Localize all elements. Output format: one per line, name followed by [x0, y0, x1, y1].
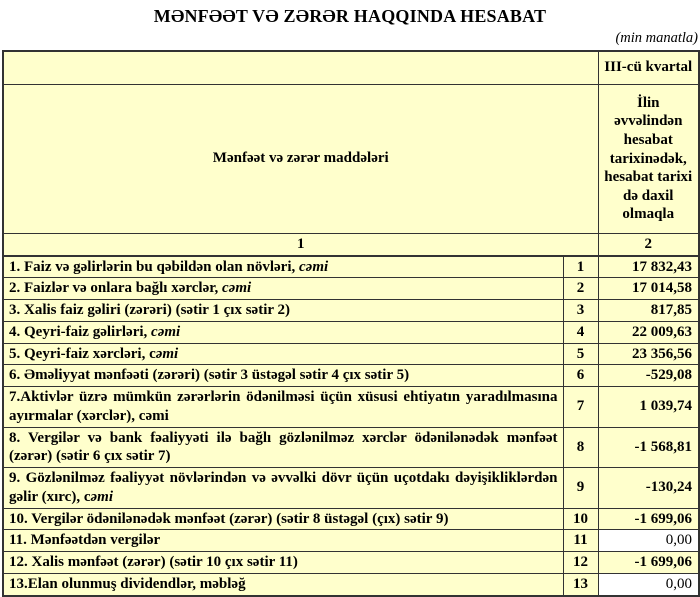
row-value: -130,24: [598, 468, 699, 509]
row-description-text: 8. Vergilər və bank fəaliyyəti ilə bağlı gözlənilməz xərclər ödənilənədək mənfəət (zərər) (sətir 6 çıx sətir 7): [9, 429, 558, 465]
row-number: 4: [563, 321, 598, 343]
header-row-main: [3, 84, 699, 233]
profit-loss-table: [2, 50, 700, 597]
row-description-text: 2. Faizlər və onlara bağlı xərclər,: [9, 280, 223, 297]
row-value: 0,00: [598, 573, 699, 595]
column-index-2: 2: [598, 233, 699, 255]
row-description: [3, 387, 563, 428]
row-value: 17 014,58: [598, 278, 699, 300]
row-description-text: 5. Qeyri-faiz xərcləri, c: [9, 345, 156, 362]
table-row: [3, 300, 699, 322]
row-value: -1 699,06: [598, 508, 699, 530]
table-row: [3, 387, 699, 428]
row-number: 1: [563, 256, 598, 278]
items-header-cell: Mənfəət və zərər maddələri: [3, 84, 598, 233]
row-description: [3, 573, 563, 595]
row-description-text: 4. Qeyri-faiz gəlirləri,: [9, 323, 152, 340]
row-description: [3, 321, 563, 343]
row-number: 12: [563, 552, 598, 574]
row-description-italic: cəmi: [222, 280, 252, 297]
row-description-italic: cəmi: [151, 323, 181, 340]
row-number: 3: [563, 300, 598, 322]
table-row: [3, 508, 699, 530]
row-number: 13: [563, 573, 598, 595]
row-number: 2: [563, 278, 598, 300]
table-row: [3, 468, 699, 509]
row-description-italic: əmi: [155, 345, 179, 362]
row-description-text: 13.Elan olunmuş dividendlər, məbləğ: [9, 575, 246, 592]
row-value: 22 009,63: [598, 321, 699, 343]
row-number: 6: [563, 365, 598, 387]
header-row-index: [3, 233, 699, 255]
table-row: [3, 321, 699, 343]
row-number: 10: [563, 508, 598, 530]
table-body: [3, 256, 699, 596]
row-description-text: 7.Aktivlər üzrə mümkün zərərlərin ödənilməsi üçün xüsusi ehtiyatın yaradılmasına ayırmalar (xərclər), cəmi: [9, 389, 558, 424]
row-description: [3, 278, 563, 300]
row-description: [3, 468, 563, 509]
row-description-text: 11. Mənfəətdən vergilər: [9, 532, 161, 549]
row-description-text: 3. Xalis faiz gəliri (zərəri) (sətir 1 çıx sətir 2): [9, 302, 290, 319]
row-description: [3, 256, 563, 278]
page-title: MƏNFƏƏT VƏ ZƏRƏR HAQQINDA HESABAT: [153, 6, 547, 26]
table-row: [3, 552, 699, 574]
table-row: [3, 573, 699, 595]
row-number: 9: [563, 468, 598, 509]
row-value: 817,85: [598, 300, 699, 322]
row-description-text: 9. Gözlənilməz fəaliyyət növlərindən və əvvəlki dövr üçün uçotdakı dəyişikliklərdən gəlir (xırc), c: [9, 470, 558, 505]
table-row: [3, 343, 699, 365]
quarter-header-cell: III-cü kvartal: [598, 51, 699, 85]
row-value: 23 356,56: [598, 343, 699, 365]
row-number: 5: [563, 343, 598, 365]
row-description: [3, 343, 563, 365]
row-number: 8: [563, 427, 598, 468]
row-description: [3, 300, 563, 322]
row-value: 17 832,43: [598, 256, 699, 278]
row-value: 1 039,74: [598, 387, 699, 428]
table-header: [3, 51, 699, 256]
table-row: [3, 256, 699, 278]
row-description-text: 10. Vergilər ödənilənədək mənfəət (zərər) (sətir 8 üstəgəl (çıx) sətir 9): [9, 510, 449, 527]
row-value: -1 699,06: [598, 552, 699, 574]
table-row: [3, 427, 699, 468]
row-value: 0,00: [598, 530, 699, 552]
table-row: [3, 278, 699, 300]
period-detail-cell: İlin əvvəlindən hesabat tarixinədək, hesabat tarixi də daxil olmaqla: [598, 84, 699, 233]
row-value: -529,08: [598, 365, 699, 387]
column-index-1: 1: [3, 233, 598, 255]
row-number: 11: [563, 530, 598, 552]
row-description: [3, 427, 563, 468]
header-row-quarter: [3, 51, 699, 85]
row-description: [3, 530, 563, 552]
table-row: [3, 530, 699, 552]
row-number: 7: [563, 387, 598, 428]
row-description-text: 6. Əməliyyat mənfəəti (zərəri) (sətir 3 üstəgəl sətir 4 çıx sətir 5): [9, 367, 410, 384]
unit-note: (min manatla): [615, 30, 698, 46]
row-description-text: 1. Faiz və gəlirlərin bu qəbildən olan növləri,: [9, 258, 299, 275]
row-description: [3, 365, 563, 387]
row-value: -1 568,81: [598, 427, 699, 468]
row-description: [3, 508, 563, 530]
table-row: [3, 365, 699, 387]
row-description-italic: cəmi: [299, 258, 329, 275]
header-empty-cell: [3, 51, 598, 85]
row-description-text: 12. Xalis mənfəət (zərər) (sətir 10 çıx sətir 11): [9, 554, 298, 571]
row-description-italic: əmi: [90, 488, 113, 505]
report-page: [0, 6, 700, 597]
row-description: [3, 552, 563, 574]
